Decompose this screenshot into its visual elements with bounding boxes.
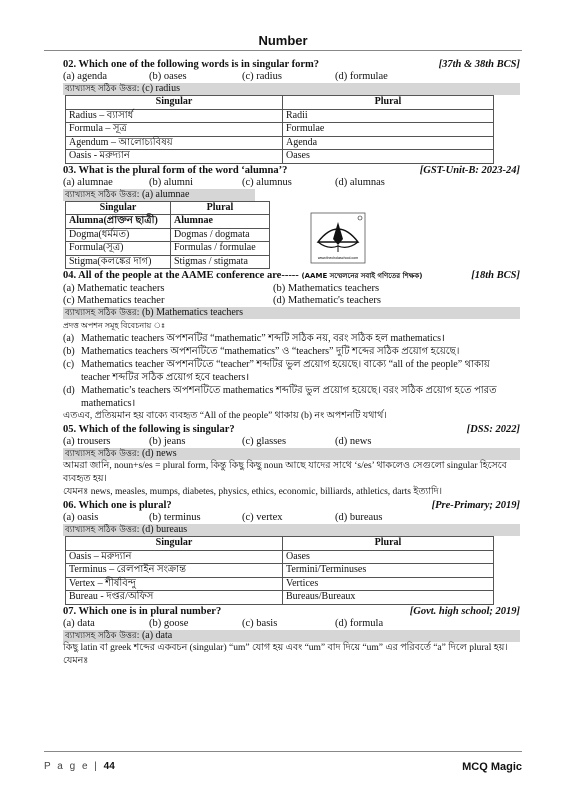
question-source: [GST-Unit-B: 2023-24] (419, 164, 520, 176)
question-04 (63, 269, 520, 423)
logo-text: www.thecholaschool.com (317, 256, 359, 260)
question-text: 02. Which one of the following words is in singular form? (63, 59, 320, 70)
table-row: Agendum – আলোচ্যবিষয় Agenda (66, 136, 494, 150)
page-title: Number (258, 33, 308, 48)
answer-text: (a) alumnae (141, 188, 190, 200)
page-footer (44, 761, 522, 773)
table-row: Dogma(ধর্মমত) Dogmas / dogmata (66, 228, 270, 242)
table-row: Terminus – রেলপাইন সংক্রান্ত Termini/Terminuses (66, 564, 494, 578)
explanation-text: কিছু latin বা greek শব্দের একবচন (singular) “um” যোগ হয় এবং “um” বাদ দিয়ে “um” এর পরিবর্তে “a” দিলে plural হয়। যেমনঃ (63, 642, 508, 666)
question-source: [DSS: 2022] (466, 424, 520, 435)
question-02 (63, 58, 520, 164)
option-c: (c) alumnus (242, 176, 292, 188)
option-c: (c) vertex (242, 512, 283, 523)
question-05 (63, 423, 520, 499)
list-item: (b) Mathematics teachers অপশনটিতে “mathematics” ও “teachers” দুটি শব্দের সঠিক প্রয়োগ হয়েছে। (63, 346, 460, 357)
option-d: (d) bureaus (335, 512, 383, 523)
option-a: (a) oasis (63, 512, 99, 523)
question-source: [Pre-Primary; 2019] (431, 500, 520, 511)
option-d: (d) alumnas (335, 176, 385, 188)
option-b: (b) oases (149, 71, 187, 82)
option-c: (c) basis (242, 617, 278, 629)
header-rule (44, 50, 522, 51)
question-07 (63, 605, 520, 668)
question-06 (63, 499, 520, 605)
page-content (63, 58, 520, 668)
answer-bar: ব্যাখ্যাসহ সঠিক উত্তর: (b) Mathematics teachers (63, 307, 520, 319)
singular-plural-table: Singular Plural Radius – ব্যাসার্ধ Radii Formula – সূত্র Formulae Agendum – আলোচ্যবিষয় Agenda Oasis - মরুদ্যান Oases (65, 95, 494, 164)
question-text: 03. What is the plural form of the word ‘alumna’? (63, 164, 288, 176)
table-row: Oasis – মরুদ্যান Oases (66, 550, 494, 564)
explanation-conclusion: এতএব, প্রতিয়মান হয় বাক্যে ব্যবহৃত “All of the people” থাকায় (b) নং অপশনটি যথার্থ। (63, 411, 387, 421)
explanation-text: আমরা জানি, noun+s/es = plural form, কিন্তু কিছু কিছু noun আছে যাদের সাথে ‘s/es’ থাকলেও সেগুলো singular হিসেবে ব্যবহৃত হয়। (63, 461, 507, 484)
option-d: (d) news (335, 436, 372, 447)
singular-plural-table: Singular Plural Oasis – মরুদ্যান Oases Terminus – রেলপাইন সংক্রান্ত Termini/Terminuses Vertex – শীর্ষবিন্দু Vertices Bureau - দপ্তর/অফিস Bureaus/Bureaux (65, 536, 494, 605)
answer-bar: ব্যাখ্যাসহ সঠিক উত্তর: (a) data (63, 630, 520, 642)
table-row: Bureau - দপ্তর/অফিস Bureaus/Bureaux (66, 591, 494, 605)
footer-rule (44, 751, 522, 752)
list-item: (c) Mathematics teacher অপশনটিতে “teacher” শব্দটির ভুল প্রয়োগ হয়েছে। বাক্যে “all of the people” থাকায় teacher শব্দটির সঠিক প্রয়োগ হবে teachers। (63, 359, 490, 383)
option-a: (a) alumnae (63, 176, 113, 188)
table-row: Formula(সূত্র) Formulas / formulae (66, 242, 270, 256)
question-text: 04. All of the people at the AAME conference are----- (AAME সম্মেলনের সবাই গণিতের শিক্ষক) (63, 270, 423, 281)
brand-name: MCQ Magic (462, 761, 522, 773)
singular-plural-table: Singular Plural Alumna(প্রাক্তন ছাত্রী) Alumnae Dogma(ধর্মমত) Dogmas / dogmata Formula(সূত্র) Formulas / formulae Stigma(কলঙ্কের দাগ) Stigmas / stigmata (65, 201, 270, 270)
explanation-intro: প্রদত্ত অপশন সমূহ বিবেচনায় ঃ (63, 321, 166, 330)
option-b: (b) terminus (149, 512, 201, 523)
table-row: Alumna(প্রাক্তন ছাত্রী) Alumnae (66, 215, 270, 229)
question-source: [Govt. high school; 2019] (409, 605, 520, 617)
answer-bar: ব্যাখ্যাসহ সঠিক উত্তর: (c) radius (63, 83, 520, 95)
answer-text: (c) radius (141, 83, 180, 94)
option-b: (b) Mathematics teachers (273, 283, 380, 294)
option-d: (d) formulae (335, 71, 388, 82)
list-item: (d) Mathematic’s teachers অপশনটিতে mathematics শব্দটির ভুল প্রয়োগ হয়েছে। বরং সঠিক প্রয়োগ হতে পারত mathematics। (63, 385, 497, 409)
question-03 (63, 164, 520, 270)
option-b: (b) jeans (149, 436, 186, 447)
option-a: (a) agenda (63, 71, 108, 82)
explanation-list (63, 332, 520, 410)
option-c: (c) glasses (242, 436, 287, 447)
option-a: (a) trousers (63, 436, 111, 447)
option-a: (a) data (63, 617, 95, 629)
question-source: [18th BCS] (471, 270, 520, 281)
option-d: (d) formula (335, 617, 384, 629)
table-row: Stigma(কলঙ্কের দাগ) Stigmas / stigmata (66, 255, 270, 269)
option-d: (d) Mathematic's teachers (273, 295, 382, 306)
answer-text: (b) Mathematics teachers (141, 307, 244, 318)
page-number: P a g e | 44 (44, 761, 115, 772)
table-row: Radius – ব্যাসার্ধ Radii (66, 109, 494, 123)
option-b: (b) alumni (149, 176, 194, 188)
answer-bar: ব্যাখ্যাসহ সঠিক উত্তর: (d) news (63, 448, 520, 460)
option-c: (c) Mathematics teacher (63, 295, 165, 306)
table-row: Oasis - মরুদ্যান Oases (66, 150, 494, 164)
table-row: Formula – সূত্র Formulae (66, 123, 494, 137)
answer-bar: ব্যাখ্যাসহ সঠিক উত্তর: (d) bureaus (63, 524, 520, 536)
question-text: 05. Which of the following is singular? (63, 424, 235, 435)
option-c: (c) radius (242, 71, 282, 82)
question-text: 06. Which one is plural? (63, 500, 172, 511)
option-b: (b) goose (149, 617, 189, 629)
answer-text: (d) news (141, 448, 177, 459)
list-item: (a) Mathematic teachers অপশনটির “mathematic” শব্দটি সঠিক নয়, বরং সঠিক হল mathematics। (63, 333, 445, 344)
answer-text: (d) bureaus (141, 524, 188, 535)
option-a: (a) Mathematic teachers (63, 283, 165, 294)
table-row: Vertex – শীর্ষবিন্দু Vertices (66, 577, 494, 591)
question-text: 07. Which one is in plural number? (63, 605, 222, 617)
explanation-examples: যেমনঃ news, measles, mumps, diabetes, physics, ethics, economic, billiards, athletics, darts ইত্যাদি। (63, 487, 443, 497)
question-source: [37th & 38th BCS] (438, 59, 520, 70)
answer-text: (a) data (141, 629, 173, 641)
answer-bar: ব্যাখ্যাসহ সঠিক উত্তর: (a) alumnae (63, 189, 255, 201)
